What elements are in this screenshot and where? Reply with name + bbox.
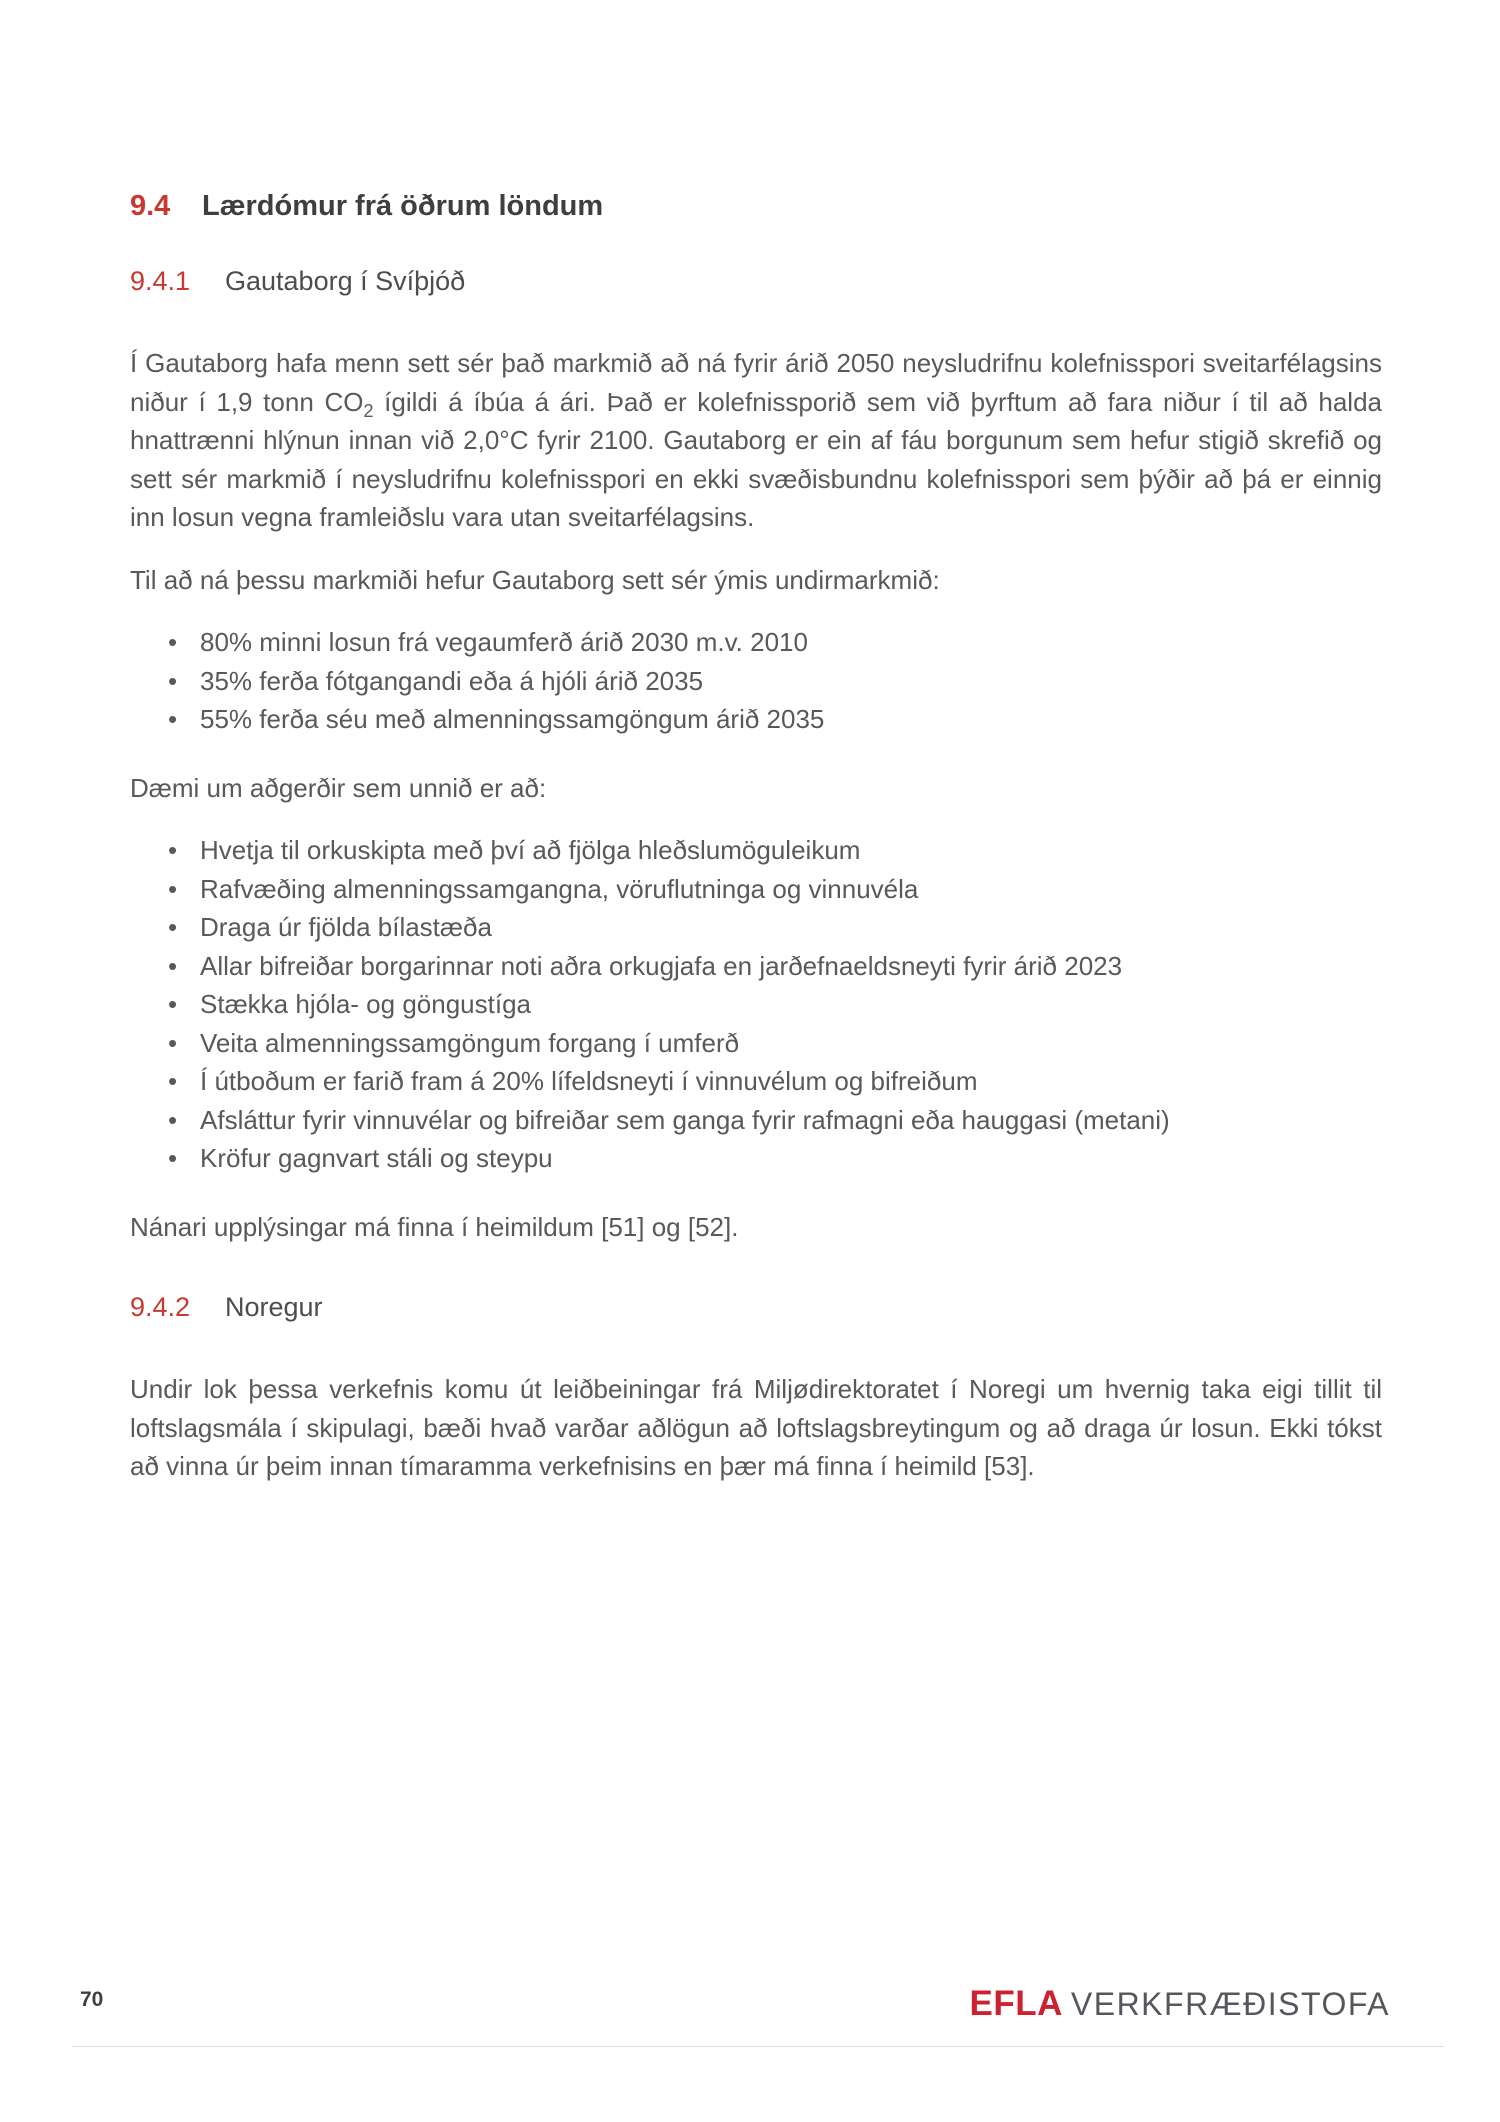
gautaborg-intro-paragraph (130, 344, 1382, 537)
list-item: • Kröfur gagnvart stáli og steypu (130, 1139, 1382, 1178)
noregur-paragraph: Undir lok þessa verkefnis komu út leiðbeiningar frá Miljødirektoratet í Noregi um hvernig taka eigi tillit til loftslagsmála í skipulagi, bæði hvað varðar aðlögun að loftslagsbreytingum og að draga úr losun. Ekki tókst að vinna úr þeim innan tímaramma verkefnisins en þær má finna í heimild [53]. (130, 1374, 1382, 1481)
list-item: • Rafvæðing almenningssamgangna, vöruflutninga og vinnuvéla (130, 870, 1382, 909)
subsection-title: Gautaborg í Svíþjóð (225, 266, 466, 296)
goals-intro-paragraph: Til að ná þessu markmiði hefur Gautaborg sett sér ýmis undirmarkmið: (130, 564, 940, 595)
list-item: • 80% minni losun frá vegaumferð árið 2030 m.v. 2010 (130, 623, 1382, 662)
list-item: • Allar bifreiðar borgarinnar noti aðra orkugjafa en jarðefnaeldsneyti fyrir árið 2023 (130, 947, 1382, 986)
efla-logo (969, 1984, 1390, 2024)
references-paragraph: Nánari upplýsingar má finna í heimildum [51] og [52]. (130, 1211, 739, 1242)
list-item: • Veita almenningssamgöngum forgang í umferð (130, 1024, 1382, 1063)
list-item: • 35% ferða fótgangandi eða á hjóli árið 2035 (130, 662, 1382, 701)
actions-list (130, 831, 1382, 1178)
section-number: 9.4 (130, 190, 171, 222)
efla-logo-suffix: VERKFRÆÐISTOFA (1070, 1986, 1390, 2022)
intro-text-a: Í Gautaborg hafa menn sett sér það markmið að ná fyrir árið 2050 neysludrifnu kolefnisspori sveitarfélagsins niður í 1,9 tonn CO (130, 348, 1382, 417)
subsection-heading-noregur (130, 1290, 1382, 1324)
actions-intro-paragraph: Dæmi um aðgerðir sem unnið er að: (130, 772, 547, 803)
intro-text-b: ígildi á íbúa á ári. Það er kolefnissporið sem við þyrftum að fara niður í til að halda hnattrænni hlýnun innan við 2,0°C fyrir 2100. Gautaborg er ein af fáu borgunum sem hefur stigið skrefið og sett sér markmið í neysludrifnu kolefnisspori en ekki svæðisbundnu kolefnisspori sem þýðir að þá er einnig inn losun vegna framleiðslu vara utan sveitarfélagsins. (130, 386, 1382, 532)
co2-subscript: 2 (363, 400, 374, 421)
goals-list (130, 623, 1382, 739)
list-item: • Afsláttur fyrir vinnuvélar og bifreiðar sem ganga fyrir rafmagni eða hauggasi (metani) (130, 1101, 1382, 1140)
subsection-title: Noregur (225, 1292, 323, 1322)
list-item: • Í útboðum er farið fram á 20% lífeldsneyti í vinnuvélum og bifreiðum (130, 1062, 1382, 1101)
list-item: • Hvetja til orkuskipta með því að fjölga hleðslumöguleikum (130, 831, 1382, 870)
subsection-number: 9.4.2 (130, 1292, 191, 1322)
section-title: Lærdómur frá öðrum löndum (202, 190, 604, 222)
subsection-heading-gautaborg (130, 264, 1382, 298)
section-heading (130, 188, 1382, 224)
footer-divider (72, 2046, 1444, 2047)
efla-logo-brand: EFLA (969, 1984, 1063, 2023)
list-item: • Draga úr fjölda bílastæða (130, 908, 1382, 947)
list-item: • 55% ferða séu með almenningssamgöngum árið 2035 (130, 700, 1382, 739)
page-number: 70 (80, 1988, 104, 2011)
list-item: • Stækka hjóla- og göngustíga (130, 985, 1382, 1024)
subsection-number: 9.4.1 (130, 266, 191, 296)
